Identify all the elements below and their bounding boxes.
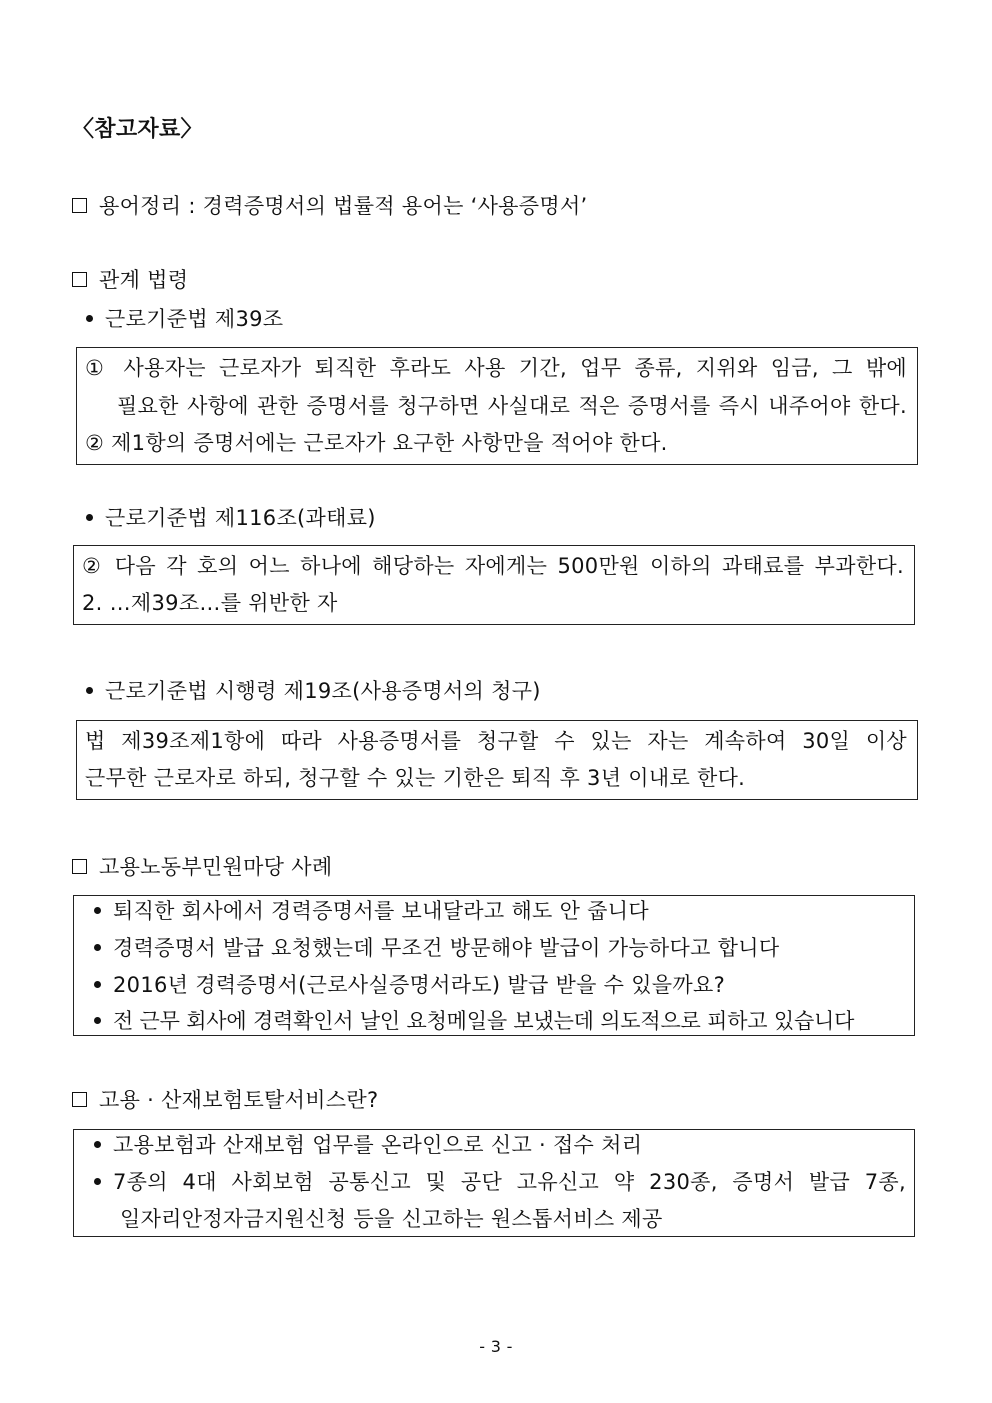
list-item: 경력증명서 발급 요청했는데 무조건 방문해야 발급이 가능하다고 합니다 <box>94 934 779 962</box>
list-item: 고용보험과 산재보험 업무를 온라인으로 신고 · 접수 처리 <box>94 1131 642 1159</box>
section-cases <box>72 853 332 881</box>
page-heading: 〈참고자료〉 <box>72 117 203 142</box>
law2-line1: ② 다음 각 호의 어느 하나에 해당하는 자에게는 500만원 이하의 과태료를 부과한다. <box>82 554 904 578</box>
section-terminology <box>72 192 588 220</box>
law3-line2: 근무한 근로자로 하되, 청구할 수 있는 기한은 퇴직 후 3년 이내로 한다. <box>85 766 746 790</box>
law2-title: 근로기준법 제116조(과태료) <box>105 506 376 530</box>
law2-box <box>73 545 915 625</box>
section-terminology-title: 용어정리 : 경력증명서의 법률적 용어는 ‘사용증명서’ <box>99 194 588 218</box>
list-item: 7종의 4대 사회보험 공통신고 및 공단 고유신고 약 230종, 증명서 발급 7종, <box>94 1168 906 1196</box>
list-item: 2016년 경력증명서(근로사실증명서라도) 발급 받을 수 있을까요? <box>94 971 725 999</box>
law3-title: 근로기준법 시행령 제19조(사용증명서의 청구) <box>105 679 541 703</box>
page-number: - 3 - <box>479 1337 513 1356</box>
section-total-service <box>72 1086 378 1114</box>
bullet-icon <box>86 315 93 322</box>
law3-line1: 법 제39조제1항에 따라 사용증명서를 청구할 수 있는 자는 계속하여 30일 이상 <box>85 729 907 753</box>
bullet-icon <box>94 1141 101 1148</box>
bullet-icon <box>94 1178 101 1185</box>
section-related-laws-title: 관계 법령 <box>99 268 189 292</box>
checkbox-square-icon <box>72 198 87 213</box>
law3-box <box>76 720 918 800</box>
law2-line2: 2. …제39조…를 위반한 자 <box>82 591 338 615</box>
law1-title-row <box>86 305 283 333</box>
bullet-icon <box>94 907 101 914</box>
law1-para2: ② 제1항의 증명서에는 근로자가 요구한 사항만을 적어야 한다. <box>85 431 668 455</box>
bullet-icon <box>86 514 93 521</box>
cases-box <box>73 895 915 1036</box>
bullet-icon <box>86 687 93 694</box>
total-service-box <box>73 1129 915 1237</box>
bullet-icon <box>94 944 101 951</box>
law1-title: 근로기준법 제39조 <box>105 307 284 331</box>
law1-para1-line2: 필요한 사항에 관한 증명서를 청구하면 사실대로 적은 증명서를 즉시 내주어야 한다. <box>117 394 907 418</box>
law2-title-row <box>86 504 376 532</box>
law1-box <box>76 347 918 465</box>
section-total-service-title: 고용 · 산재보험토탈서비스란? <box>99 1088 379 1112</box>
bullet-icon <box>94 981 101 988</box>
bullet-icon <box>94 1017 101 1024</box>
section-cases-title: 고용노동부민원마당 사례 <box>99 855 333 879</box>
list-item-continuation: 일자리안정자금지원신청 등을 신고하는 원스톱서비스 제공 <box>120 1207 663 1231</box>
checkbox-square-icon <box>72 1092 87 1107</box>
checkbox-square-icon <box>72 859 87 874</box>
list-item: 전 근무 회사에 경력확인서 날인 요청메일을 보냈는데 의도적으로 피하고 있습니다 <box>94 1007 854 1035</box>
section-related-laws <box>72 266 188 294</box>
checkbox-square-icon <box>72 272 87 287</box>
law1-para1-line1: ① 사용자는 근로자가 퇴직한 후라도 사용 기간, 업무 종류, 지위와 임금, 그 밖에 <box>85 356 907 380</box>
law3-title-row <box>86 677 541 705</box>
list-item: 퇴직한 회사에서 경력증명서를 보내달라고 해도 안 줍니다 <box>94 897 649 925</box>
